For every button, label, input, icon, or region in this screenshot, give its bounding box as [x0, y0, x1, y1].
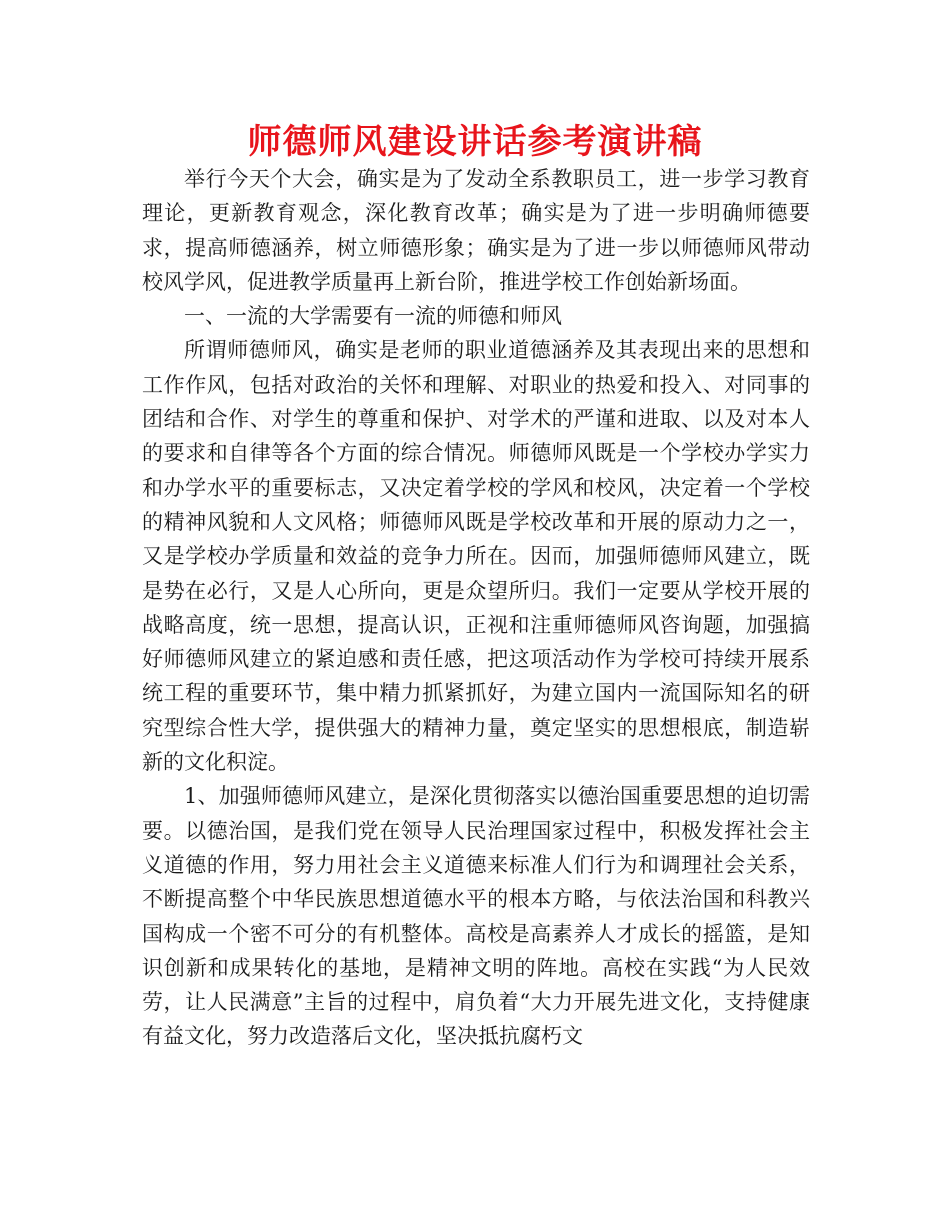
- paragraph-point-1: 1、加强师德师风建立，是深化贯彻落实以德治国重要思想的迫切需要。以德治国，是我们党在领导人民治理国家过程中，积极发挥社会主义道德的作用，努力用社会主义道德来标准人们行为和调理社会关系，不断提高整个中华民族思想道德水平的根本方略，与依法治国和科教兴国构成一个密不可分的有机整体。高校是高素养人才成长的摇篮，是知识创新和成果转化的基地，是精神文明的阵地。高校在实践“为人民效劳，让人民满意”主旨的过程中，肩负着“大力开展先进文化，支持健康有益文化，努力改造落后文化，坚决抵抗腐朽文: [142, 784, 810, 1049]
- document-title: 师德师风建设讲话参考演讲稿: [247, 122, 703, 162]
- section-heading: 一、一流的大学需要有一流的师德和师风: [184, 304, 562, 329]
- paragraph-intro: 举行今天个大会，确实是为了发动全系教职员工，进一步学习教育理论，更新教育观念，深化教育改革；确实是为了进一步明确师德要求，提高师德涵养，树立师德形象；确实是为了进一步以师德师风带动校风学风，促进教学质量再上新台阶，推进学校工作创始新场面。: [142, 167, 810, 294]
- document-body: [142, 162, 810, 1054]
- paragraph-definition: 所谓师德师风，确实是老师的职业道德涵养及其表现出来的思想和工作作风，包括对政治的关怀和理解、对职业的热爱和投入、对同事的团结和合作、对学生的尊重和保护、对学术的严谨和进取、以及对本人的要求和自律等各个方面的综合情况。师德师风既是一个学校办学实力和办学水平的重要标志，又决定着学校的学风和校风，决定着一个学校的精神风貌和人文风格；师德师风既是学校改革和开展的原动力之一，又是学校办学质量和效益的竞争力所在。因而，加强师德师风建立，既是势在必行，又是人心所向，更是众望所归。我们一定要从学校开展的战略高度，统一思想，提高认识，正视和注重师德师风咨询题，加强搞好师德师风建立的紧迫感和责任感，把这项活动作为学校可持续开展系统工程的重要环节，集中精力抓紧抓好，为建立国内一流国际知名的研究型综合性大学，提供强大的精神力量，奠定坚实的思想根底，制造崭新的文化积淀。: [142, 338, 810, 775]
